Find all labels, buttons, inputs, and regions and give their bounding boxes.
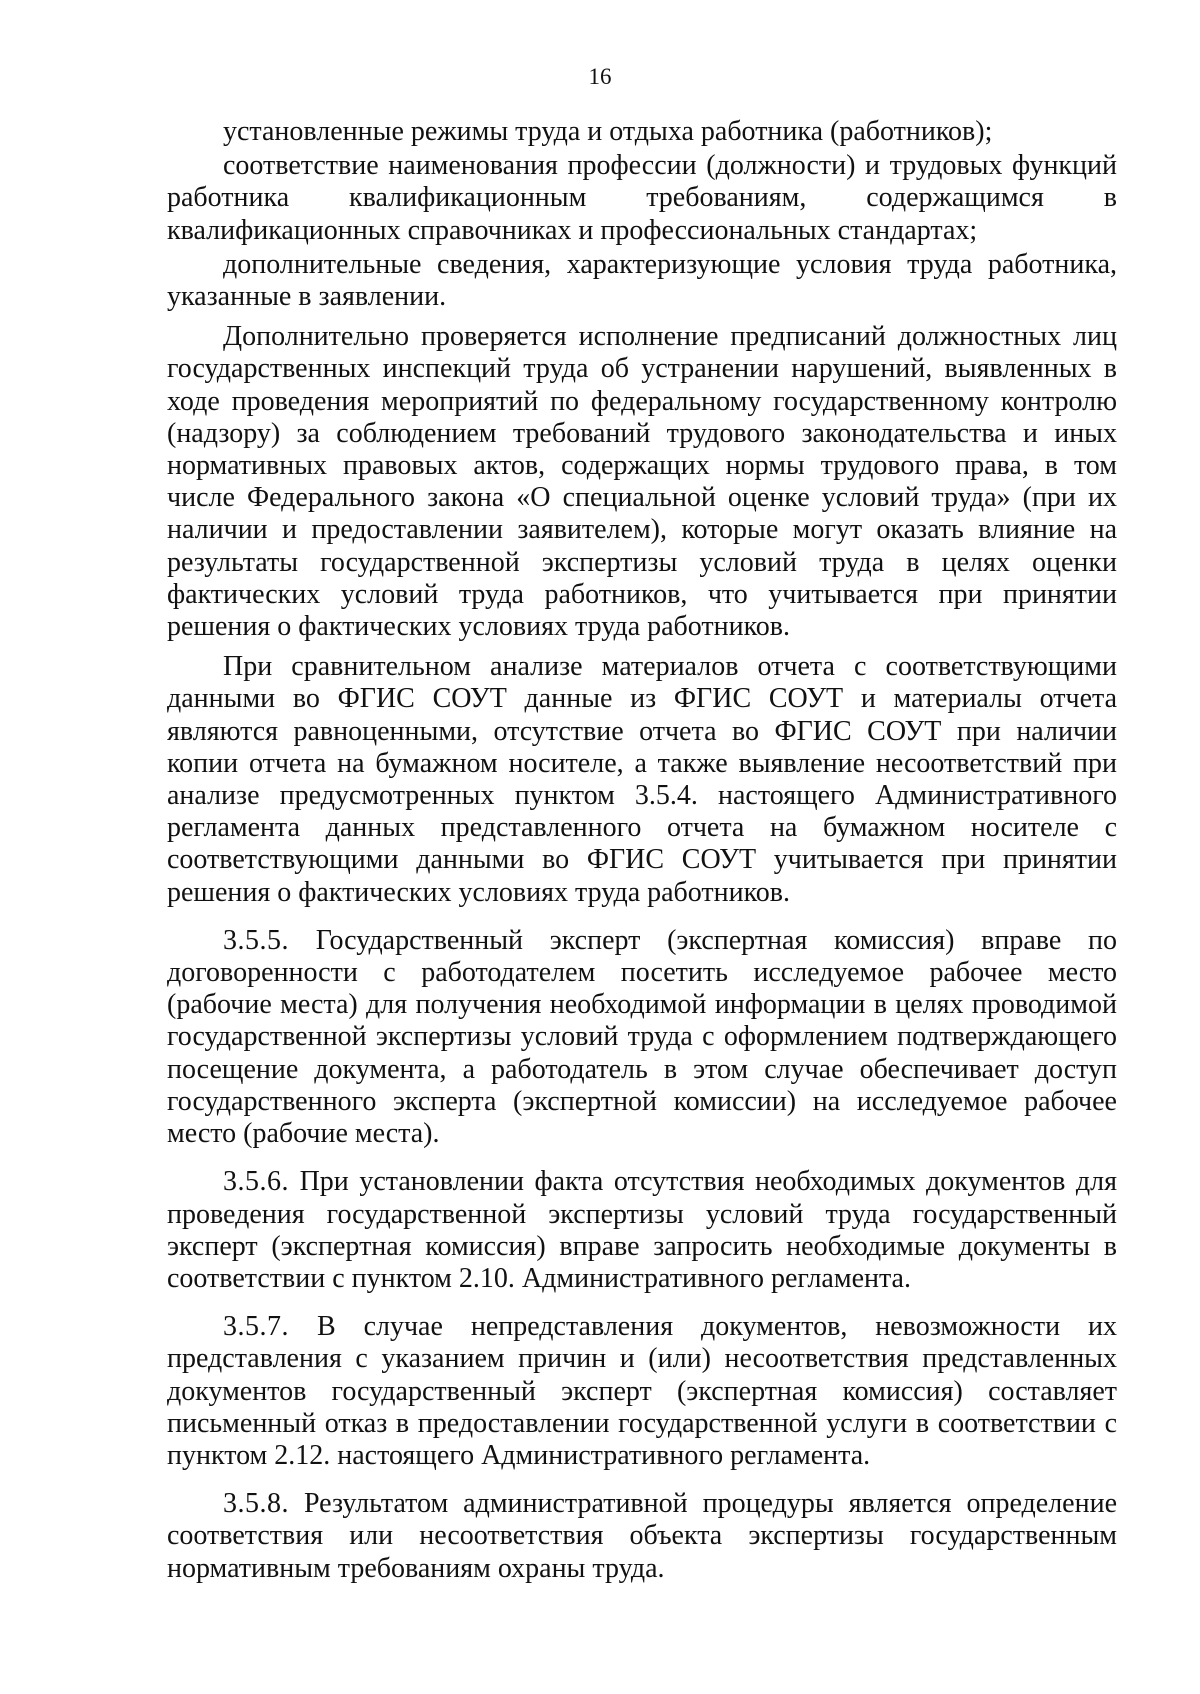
paragraph-text: Государственный эксперт (экспертная комиссия) вправе по договоренности с работодателем посетить исследуемое рабочее место (рабочие места) для получения необходимой информации в целях проводимой государственной экспертизы условий труда с оформлением подтверждающего посещение документа, а работодатель в этом случае обеспечивает доступ государственного эксперта (экспертной комиссии) на исследуемое рабочее место (рабочие места). [167,924,1117,1150]
numbered-paragraph [167,925,1117,1150]
paragraph-text: дополнительные сведения, характеризующие условия труда работника, указанные в заявлении. [167,248,1117,313]
paragraph [167,249,1117,313]
point-number: 3.5.7. [223,1311,289,1343]
numbered-paragraph [167,1488,1117,1585]
paragraph-text: соответствие наименования профессии (должности) и трудовых функций работника квалификационным требованиям, содержащимся в квалификационных справочниках и профессиональных стандартах; [167,150,1117,246]
paragraph-text: установленные режимы труда и отдыха работника (работников); [223,116,993,147]
paragraph-text: Результатом административной процедуры является определение соответствия или несоответствия объекта экспертизы государственным нормативным требованиям охраны труда. [167,1488,1118,1584]
paragraph-text: При сравнительном анализе материалов отчета с соответствующими данными во ФГИС СОУТ данные из ФГИС СОУТ и материалы отчета являются равноценными, отсутствие отчета во ФГИС СОУТ при наличии копии отчета на бумажном носителе, а также выявление несоответствий при анализе предусмотренных пунктом 3.5.4. настоящего Административного регламента данных представленного отчета на бумажном носителе с соответствующими данными во ФГИС СОУТ учитывается при принятии решения о фактических условиях труда работников. [167,651,1117,908]
point-number: 3.5.5. [223,924,289,956]
point-number: 3.5.8. [223,1488,289,1520]
paragraph [167,651,1117,909]
document-body [167,116,1117,1585]
paragraph [167,321,1117,643]
paragraph [167,150,1117,247]
paragraph-text: При установлении факта отсутствия необходимых документов для проведения государственной экспертизы условий труда государственный эксперт (экспертная комиссия) вправе запросить необходимые документы в соответствии с пунктом 2.10. Административного регламента. [167,1166,1117,1294]
paragraph [167,116,1117,148]
paragraph-text: В случае непредставления документов, невозможности их представления с указанием причин и (или) несоответствия представленных документов государственный эксперт (экспертная комиссия) составляет письменный отказ в предоставлении государственной услуги в соответствии с пунктом 2.12. настоящего Административного регламента. [167,1311,1118,1471]
paragraph-text: Дополнительно проверяется исполнение предписаний должностных лиц государственных инспекций труда об устранении нарушений, выявленных в ходе проведения мероприятий по федеральному государственному контролю (надзору) за соблюдением требований трудового законодательства и иных нормативных правовых актов, содержащих нормы трудового права, в том числе Федерального закона «О специальной оценке условий труда» (при их наличии и предоставлении заявителем), которые могут оказать влияние на результаты государственной экспертизы условий труда в целях оценки фактических условий труда работников, что учитывается при принятии решения о фактических условиях труда работников. [167,321,1117,643]
page-number: 16 [588,64,612,89]
numbered-paragraph [167,1311,1117,1472]
numbered-paragraph [167,1166,1117,1295]
point-number: 3.5.6. [223,1166,289,1198]
